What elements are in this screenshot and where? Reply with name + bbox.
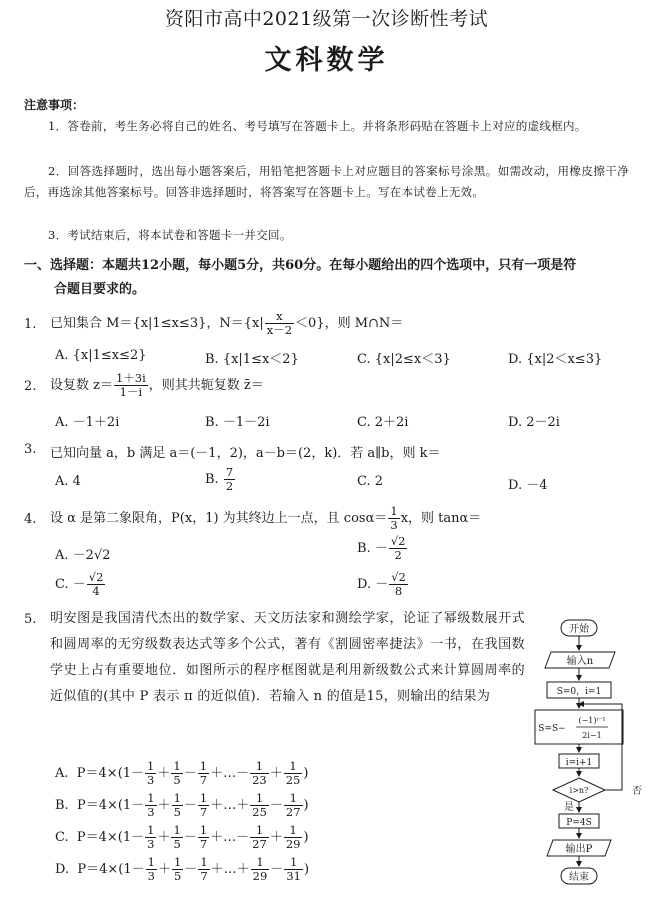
question-3-stem: 已知向量 a，b 满足 a＝(－1，2)，a－b＝(2，k)．若 a∥b，则 k＝ xyxy=(50,446,441,461)
question-1-option-b: B. {x|1≤x＜2} xyxy=(205,352,299,367)
notice-heading: 注意事项： xyxy=(24,98,85,112)
fraction: $\frac{1+3i}{1-i}$ xyxy=(115,371,146,399)
fraction: $\frac{1}{25}$ xyxy=(252,791,267,819)
flow-update-label: S=S− xyxy=(538,724,566,734)
fraction: $\frac{1}{27}$ xyxy=(252,823,267,851)
question-3-option-c: C. 2 xyxy=(357,474,384,489)
exam-title: 资阳市高中2021级第一次诊断性考试 xyxy=(164,8,489,30)
question-1-stem: 已知集合 M＝{x|1≤x≤3}，N＝{x| $\frac{x}{x-2}$ ＜0}，则 M∩N＝ xyxy=(50,309,404,337)
question-2-option-a: A. －1＋2i xyxy=(55,415,120,430)
fraction: $\frac{1}{7}$ xyxy=(199,791,208,819)
flow-end-label: 结束 xyxy=(569,872,589,883)
fraction: $\frac{7}{2}$ xyxy=(225,465,234,493)
question-4-stem: 设 α 是第二象限角，P(x，1) 为其终边上一点，且 cosα＝ $\frac{1}{3}$ x，则 tanα＝ xyxy=(50,504,482,532)
question-5-option-b: B. P＝4×(1－ $\frac{1}{3}$ ＋ $\frac{1}{5}$ － $\frac{1}{7}$ ＋…＋ $\frac{1}{25}$ － $\frac{1}{27}$ ) xyxy=(55,791,309,819)
fraction: $\frac{1}{25}$ xyxy=(285,759,301,787)
flow-yes-label: 是 xyxy=(564,802,574,813)
question-2-option-b: B. －1－2i xyxy=(205,415,270,430)
flow-assign-label: P=4S xyxy=(566,818,592,828)
fraction: $\frac{1}{3}$ xyxy=(147,823,155,851)
flow-condition-label: i>n? xyxy=(569,786,589,795)
fraction: $\frac{1}{5}$ xyxy=(173,855,182,883)
flow-update-numerator: (−1)ⁱ⁻¹ xyxy=(578,716,606,725)
fraction: $\frac{1}{5}$ xyxy=(173,759,181,787)
question-4-option-b: B. － $\frac{√2}{2}$ xyxy=(357,534,406,562)
fraction: $\frac{1}{7}$ xyxy=(200,855,208,883)
fraction: $\frac{1}{3}$ xyxy=(390,504,398,532)
flow-no-label: 否 xyxy=(632,786,642,797)
question-4-option-d: D. － $\frac{√2}{8}$ xyxy=(357,570,406,598)
fraction: $\frac{1}{5}$ xyxy=(173,823,181,851)
question-2-stem: 设复数 z＝ $\frac{1+3i}{1-i}$ ，则其共轭复数 z̄＝ xyxy=(50,371,264,399)
fraction: $\frac{1}{31}$ xyxy=(286,855,301,883)
question-5-number: 5. xyxy=(24,612,37,627)
flow-output-label: 输出P xyxy=(565,844,593,855)
notice-item-1: 1．答卷前，考生务必将自己的姓名、考号填写在答题卡上。并将条形码贴在答题卡上对应的虚线框内。 xyxy=(48,119,587,133)
question-5-option-a: A. P＝4×(1－ $\frac{1}{3}$ ＋ $\frac{1}{5}$ － $\frac{1}{7}$ ＋…－ $\frac{1}{23}$ ＋ $\frac{1}{25}$ ) xyxy=(55,759,309,787)
fraction: $\frac{1}{3}$ xyxy=(147,855,155,883)
question-4-option-a: A. －2√2 xyxy=(55,548,111,563)
question-1-option-c: C. {x|2≤x＜3} xyxy=(357,352,451,367)
question-1-option-a: A. {x|1≤x≤2} xyxy=(55,348,147,363)
question-5-stem: 明安图是我国清代杰出的数学家、天文历法家和测绘学家，论证了幂级数展开式和圆周率的无穷级数表达式等多个公式，著有《割圆密率捷法》一书，在我国数学史上占有重要地位．如图所示的程序框图就是利用新级数公式来计算圆周率的近似值的(其中 P 表示 π 的近似值)．若输入 n 的值是15，则输出的结果为 xyxy=(50,611,525,704)
question-2-number: 2. xyxy=(24,379,37,394)
fraction: $\frac{1}{27}$ xyxy=(285,791,301,819)
section-heading: 一、选择题：本题共12小题，每小题5分，共60分。在每小题给出的四个选项中，只有一项是符 合题目要求的。 xyxy=(24,258,577,297)
fraction: $\frac{1}{29}$ xyxy=(252,855,268,883)
question-5-option-d: D. P＝4×(1－ $\frac{1}{3}$ ＋ $\frac{1}{5}$ － $\frac{1}{7}$ ＋…＋ $\frac{1}{29}$ － $\frac{1}{31}$ ) xyxy=(55,855,310,883)
question-1-option-d: D. {x|2＜x≤3} xyxy=(508,352,603,367)
subject-title: 文科数学 xyxy=(264,45,389,76)
question-5-option-c: C. P＝4×(1－ $\frac{1}{3}$ ＋ $\frac{1}{5}$ － $\frac{1}{7}$ ＋…－ $\frac{1}{27}$ ＋ $\frac{1}{29}$ ) xyxy=(55,823,309,851)
question-3-option-a: A. 4 xyxy=(55,474,81,489)
flow-init-label: S=0，i=1 xyxy=(556,687,602,697)
notice-item-3: 3．考试结束后，将本试卷和答题卡一并交回。 xyxy=(48,228,292,242)
question-2-option-c: C. 2＋2i xyxy=(357,415,409,430)
flow-input-label: 输入n xyxy=(566,656,594,667)
question-1-number: 1. xyxy=(24,317,37,332)
flow-increment-label: i=i+1 xyxy=(565,758,593,768)
fraction: $\frac{1}{3}$ xyxy=(147,791,155,819)
program-flowchart xyxy=(525,612,650,902)
fraction: $\frac{x}{x-2}$ xyxy=(266,309,293,337)
fraction: $\frac{1}{3}$ xyxy=(147,759,155,787)
question-3-option-d: D. －4 xyxy=(508,478,548,493)
flow-start-label: 开始 xyxy=(569,624,589,635)
notice-item-2: 2．回答选择题时，选出每小题答案后，用铅笔把答题卡上对应题目的答案标号涂黑。如需改动，用橡皮擦干净后，再选涂其他答案标号。回答非选择题时，将答案写在答题卡上。写在本试卷上无效。 xyxy=(24,164,629,199)
question-4-number: 4. xyxy=(24,512,37,527)
question-3-option-b: B. $\frac{7}{2}$ xyxy=(205,465,234,493)
fraction: $\frac{1}{23}$ xyxy=(252,759,267,787)
question-2-option-d: D. 2－2i xyxy=(508,415,560,430)
fraction: $\frac{√2}{8}$ xyxy=(391,570,406,598)
flow-update-denominator: 2i−1 xyxy=(582,731,602,740)
question-3-number: 3. xyxy=(24,442,37,457)
fraction: $\frac{1}{29}$ xyxy=(285,823,301,851)
fraction: $\frac{1}{7}$ xyxy=(199,823,208,851)
fraction: $\frac{1}{7}$ xyxy=(199,759,208,787)
fraction: $\frac{√2}{4}$ xyxy=(88,570,104,598)
fraction: $\frac{√2}{2}$ xyxy=(390,534,406,562)
fraction: $\frac{1}{5}$ xyxy=(173,791,181,819)
question-4-option-c: C. － $\frac{√2}{4}$ xyxy=(55,570,104,598)
